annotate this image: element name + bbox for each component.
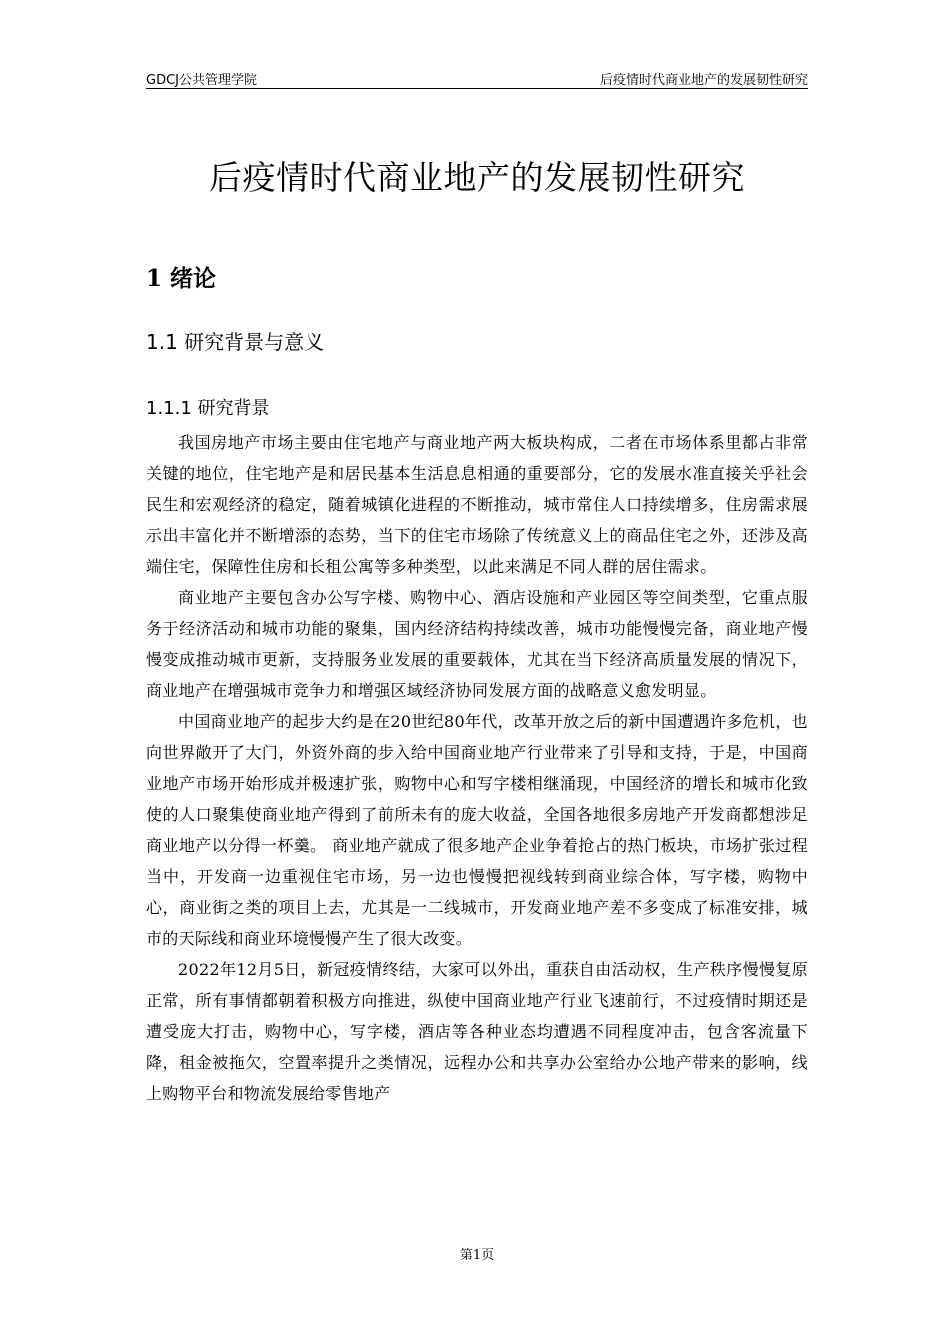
header-running-title: 后疫情时代商业地产的发展韧性研究 [599, 73, 808, 88]
paragraph: 2022年12月5日，新冠疫情终结，大家可以外出，重获自由活动权，生产秩序慢慢复原正常，所有事情都朝着积极方向推进，纵使中国商业地产行业飞速前行，不过疫情时期还是遭受庞大打击，购物中心，写字楼，酒店等各种业态均遭遇不同程度冲击，包含客流量下降，租金被拖欠，空置率提升之类情况，远程办公和共享办公室给办公地产带来的影响，线上购物平台和物流发展给零售地产 [146, 960, 808, 1103]
body-text [146, 427, 808, 1109]
section-heading: 1 绪论 [146, 265, 217, 292]
paragraph: 我国房地产市场主要由住宅地产与商业地产两大板块构成，二者在市场体系里都占非常关键的地位，住宅地产是和居民基本生活息息相通的重要部分，它的发展水准直接关乎社会民生和宏观经济的稳定，随着城镇化进程的不断推动，城市常住人口持续增多，住房需求展示出丰富化并不断增添的态势，当下的住宅市场除了传统意义上的商品住宅之外，还涉及高端住宅，保障性住房和长租公寓等多种类型，以此来满足不同人群的居住需求。 [146, 433, 808, 576]
paragraph: 商业地产主要包含办公写字楼、购物中心、酒店设施和产业园区等空间类型，它重点服务于经济活动和城市功能的聚集，国内经济结构持续改善，城市功能慢慢完备，商业地产慢慢变成推动城市更新，支持服务业发展的重要载体，尤其在当下经济高质量发展的情况下，商业地产在增强城市竞争力和增强区域经济协同发展方面的战略意义愈发明显。 [146, 588, 808, 700]
page-number: 第1页 [459, 1248, 495, 1263]
header-institution: GDCJ公共管理学院 [146, 73, 257, 88]
document-title: 后疫情时代商业地产的发展韧性研究 [209, 158, 745, 197]
paragraph: 中国商业地产的起步大约是在20世纪80年代，改革开放之后的新中国遭遇许多危机，也向世界敞开了大门，外资外商的步入给中国商业地产行业带来了引导和支持，于是，中国商业地产市场开始形成并极速扩张，购物中心和写字楼相继涌现，中国经济的增长和城市化致使的人口聚集使商业地产得到了前所未有的庞大收益，全国各地很多房地产开发商都想涉足商业地产以分得一杯羹。 商业地产就成了很多地产企业争着抢占的热门板块，市场扩张过程当中，开发商一边重视住宅市场，另一边也慢慢把视线转到商业综合体，写字楼，购物中心，商业街之类的项目上去，尤其是一二线城市，开发商业地产差不多变成了标准安排，城市的天际线和商业环境慢慢产生了很大改变。 [146, 712, 808, 948]
page-header [146, 66, 808, 89]
subsubsection-heading: 1.1.1 研究背景 [146, 398, 270, 419]
subsection-heading: 1.1 研究背景与意义 [146, 330, 325, 354]
